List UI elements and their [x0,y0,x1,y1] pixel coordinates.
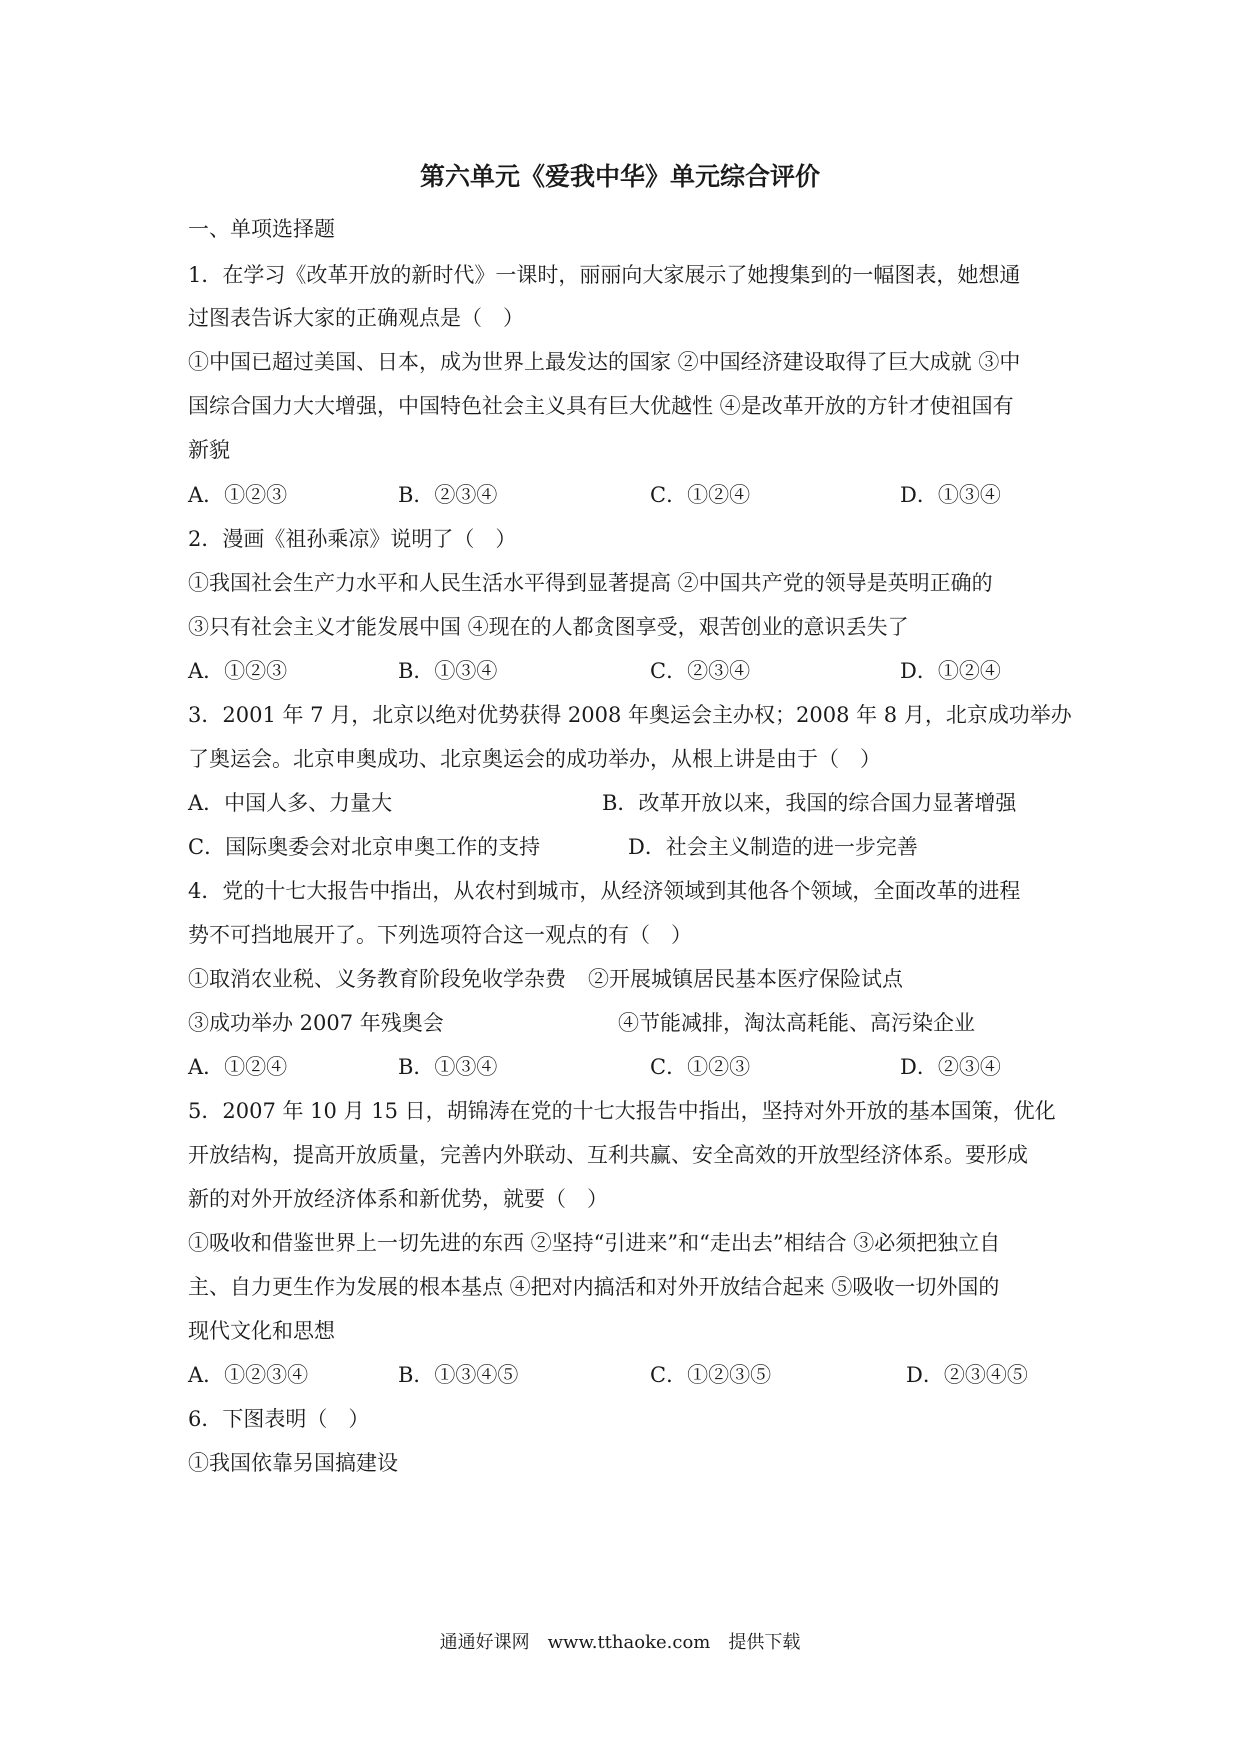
option-b: B．②③④ [398,483,498,507]
question-3-stem-line-2: 了奥运会。北京申奥成功、北京奥运会的成功举办，从根上讲是由于（ ） [188,747,881,771]
question-5-stem-line-2: 开放结构，提高开放质量，完善内外联动、互利共赢、安全高效的开放型经济体系。要形成 [188,1143,1028,1167]
option-b: B．①③④ [398,1055,498,1079]
question-2-options [188,656,1068,686]
option-d: D．①②④ [900,659,1001,683]
question-1-item-line-1: ①中国已超过美国、日本，成为世界上最发达的国家 ②中国经济建设取得了巨大成就 ③中 [188,350,1021,374]
item-2: ②开展城镇居民基本医疗保险试点 [588,967,903,991]
question-3-stem-line-1: 3．2001 年 7 月，北京以绝对优势获得 2008 年奥运会主办权；2008 年 8 月，北京成功举办 [188,703,1072,727]
question-5-options [188,1360,1068,1390]
question-6-stem: 6．下图表明（ ） [188,1407,370,1431]
question-4-stem-line-1: 4．党的十七大报告中指出，从农村到城市，从经济领域到其他各个领域，全面改革的进程 [188,879,1021,903]
question-4-stem-line-2: 势不可挡地展开了。下列选项符合这一观点的有（ ） [188,923,692,947]
option-d: D．①③④ [900,483,1001,507]
option-c: C．国际奥委会对北京申奥工作的支持 [188,835,541,859]
section-heading: 一、单项选择题 [188,217,335,241]
option-a: A．中国人多、力量大 [188,791,393,815]
question-2-stem: 2．漫画《祖孙乘凉》说明了（ ） [188,527,517,551]
option-b: B．改革开放以来，我国的综合国力显著增强 [602,791,1017,815]
option-a: A．①②③ [188,659,288,683]
question-5-stem-line-1: 5．2007 年 10 月 15 日，胡锦涛在党的十七大报告中指出，坚持对外开放的基本国策，优化 [188,1099,1056,1123]
page-title: 第六单元《爱我中华》单元综合评价 [419,162,820,191]
option-d: D．社会主义制造的进一步完善 [628,835,918,859]
question-5-item-line-3: 现代文化和思想 [188,1319,335,1343]
option-b: B．①③④ [398,659,498,683]
question-5-stem-line-3: 新的对外开放经济体系和新优势，就要（ ） [188,1187,608,1211]
question-2-item-line-2: ③只有社会主义才能发展中国 ④现在的人都贪图享受，艰苦创业的意识丢失了 [188,615,909,639]
item-4: ④节能减排，淘汰高耗能、高污染企业 [618,1011,975,1035]
item-3: ③成功举办 2007 年残奥会 [188,1011,444,1035]
option-c: C．①②④ [650,483,751,507]
question-3-options-row-1 [188,788,1068,818]
item-1: ①取消农业税、义务教育阶段免收学杂费 [188,967,566,991]
question-3-options-row-2 [188,832,1068,862]
option-a: A．①②③ [188,483,288,507]
question-1-stem-line-1: 1．在学习《改革开放的新时代》一课时，丽丽向大家展示了她搜集到的一幅图表，她想通 [188,263,1021,287]
question-2-item-line-1: ①我国社会生产力水平和人民生活水平得到显著提高 ②中国共产党的领导是英明正确的 [188,571,993,595]
question-1-item-line-3: 新貌 [188,438,230,462]
option-b: B．①③④⑤ [398,1363,519,1387]
option-d: D．②③④ [900,1055,1001,1079]
question-1-options [188,480,1068,510]
question-1-stem-line-2: 过图表告诉大家的正确观点是（ ） [188,306,524,330]
question-6-item-line-1: ①我国依靠另国搞建设 [188,1451,398,1475]
option-a: A．①②③④ [188,1363,309,1387]
question-1-item-line-2: 国综合国力大大增强，中国特色社会主义具有巨大优越性 ④是改革开放的方针才使祖国有 [188,394,1014,418]
question-4-items-row-1 [188,964,1068,994]
question-5-item-line-1: ①吸收和借鉴世界上一切先进的东西 ②坚持“引进来”和“走出去”相结合 ③必须把独立自 [188,1231,1001,1255]
question-4-items-row-2 [188,1008,1068,1038]
page-footer: 通通好课网 www.tthaoke.com 提供下载 [439,1632,801,1653]
question-4-options [188,1052,1068,1082]
question-5-item-line-2: 主、自力更生作为发展的根本基点 ④把对内搞活和对外开放结合起来 ⑤吸收一切外国的 [188,1275,1000,1299]
option-c: C．②③④ [650,659,751,683]
option-c: C．①②③⑤ [650,1363,772,1387]
option-c: C．①②③ [650,1055,751,1079]
option-a: A．①②④ [188,1055,288,1079]
option-d: D．②③④⑤ [906,1363,1028,1387]
